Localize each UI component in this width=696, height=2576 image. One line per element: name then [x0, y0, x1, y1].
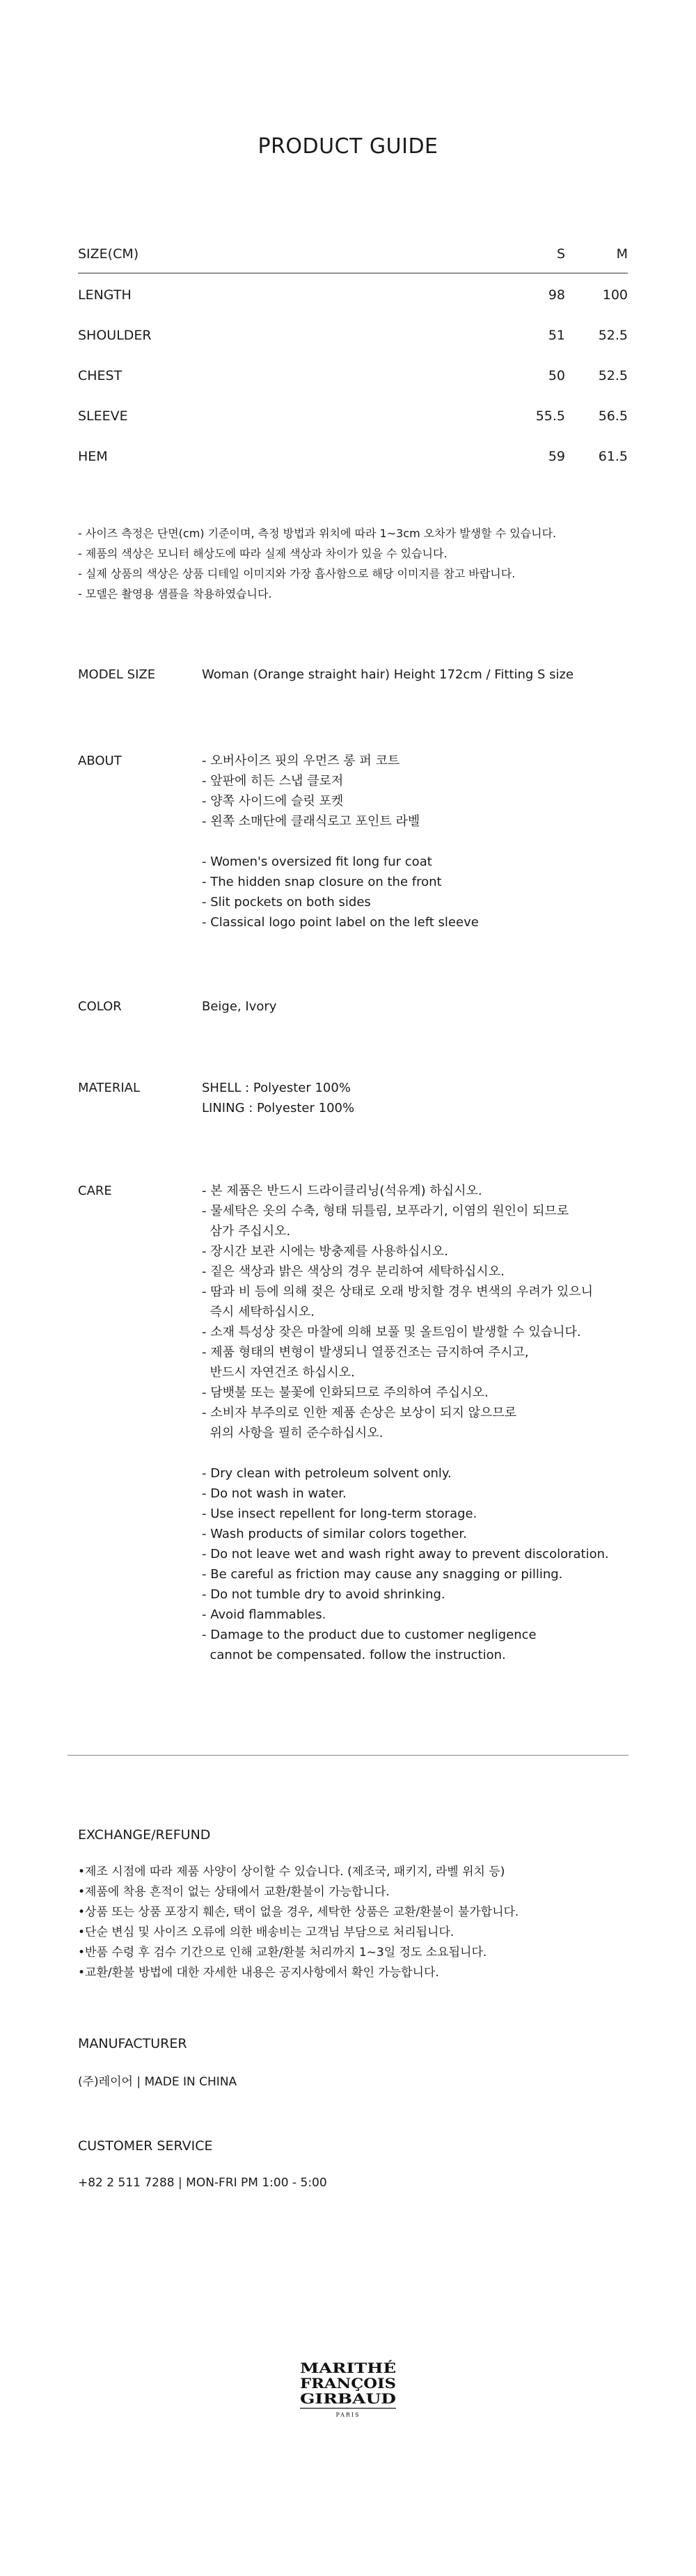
size-table [78, 242, 628, 475]
material-body [202, 1078, 696, 1118]
size-row-m: 52.5 [598, 328, 628, 343]
about-line: - 오버사이즈 핏의 우먼즈 롱 퍼 코트 [202, 754, 400, 768]
logo-line-2: FRANÇOIS [300, 2375, 396, 2392]
manufacturer-value-wrap [78, 2072, 649, 2092]
size-row-s: 51 [548, 328, 565, 343]
care-line: - Avoid flammables. [202, 1607, 326, 1622]
manufacturer-value: (주)레이어 | MADE IN CHINA [78, 2075, 237, 2089]
size-row-length [78, 273, 628, 314]
size-header-m: M [616, 246, 628, 262]
exchange-refund-line: •제품에 착용 흔적이 없는 상태에서 교환/환불이 가능합니다. [78, 1885, 390, 1899]
care-line: - 땀과 비 등에 의해 젖은 상태로 오래 방치할 경우 변색의 우려가 있으니 [202, 1285, 594, 1299]
care-line: 위의 사항을 필히 준수하십시오. [202, 1426, 383, 1440]
model-size-body [202, 665, 696, 685]
size-row-label: HEM [78, 449, 108, 464]
color-label: COLOR [78, 999, 122, 1014]
exchange-refund-line: •상품 또는 상품 포장지 훼손, 택이 없을 경우, 세탁한 상품은 교환/환불이 불가합니다. [78, 1905, 519, 1919]
care-line: - Be careful as friction may cause any snagging or pilling. [202, 1567, 563, 1582]
care-line: 반드시 자연건조 하십시오. [202, 1365, 355, 1380]
logo-line-4: PARIS [335, 2412, 361, 2418]
note-line: - 모델은 촬영용 샘플을 착용하였습니다. [78, 587, 272, 601]
section-divider [68, 1755, 628, 1756]
manufacturer-title: MANUFACTURER [78, 2036, 187, 2051]
size-row-hem [78, 435, 628, 475]
size-notes [78, 523, 635, 604]
about-body [202, 751, 696, 932]
model-size-value: Woman (Orange straight hair) Height 172cm / Fitting S size [202, 667, 574, 682]
size-row-s: 59 [548, 449, 565, 464]
size-row-m: 56.5 [598, 408, 628, 424]
size-row-label: SHOULDER [78, 328, 152, 343]
note-line: - 실제 상품의 색상은 상품 디테일 이미지와 가장 흡사함으로 해당 이미지를 참고 바랍니다. [78, 567, 516, 580]
care-line: - Use insect repellent for long-term storage. [202, 1506, 477, 1521]
customer-service-title: CUSTOMER SERVICE [78, 2138, 213, 2154]
note-line: - 제품의 색상은 모니터 해상도에 따라 실제 색상과 차이가 있을 수 있습니다. [78, 547, 448, 560]
care-line: - Do not tumble dry to avoid shrinking. [202, 1587, 445, 1602]
material-line: SHELL : Polyester 100% [202, 1081, 351, 1095]
about-line: - Slit pockets on both sides [202, 895, 371, 909]
size-row-label: LENGTH [78, 287, 132, 303]
size-row-s: 98 [548, 287, 565, 303]
care-line: - 담뱃불 또는 불꽃에 인화되므로 주의하여 주십시오. [202, 1385, 489, 1400]
care-line: - Damage to the product due to customer negligence [202, 1628, 537, 1642]
note-line: - 사이즈 측정은 단면(cm) 기준이며, 측정 방법과 위치에 따라 1~3cm 오차가 발생할 수 있습니다. [78, 527, 557, 540]
care-line: - Wash products of similar colors together. [202, 1527, 467, 1541]
size-header-s: S [556, 246, 565, 262]
exchange-refund-line: •반품 수령 후 검수 기간으로 인해 교환/환불 처리까지 1~3일 정도 소요됩니다. [78, 1946, 487, 1959]
exchange-refund-line: •제조 시점에 따라 제품 사양이 상이할 수 있습니다. (제조국, 패키지, 라벨 위치 등) [78, 1865, 505, 1879]
color-body [202, 996, 696, 1017]
size-row-m: 61.5 [598, 449, 628, 464]
care-line: - 본 제품은 반드시 드라이클리닝(석유계) 하십시오. [202, 1184, 482, 1198]
size-row-s: 50 [548, 368, 565, 383]
material-label: MATERIAL [78, 1081, 140, 1095]
color-value: Beige, Ivory [202, 999, 277, 1014]
care-line: - 소재 특성상 잦은 마찰에 의해 보풀 및 올트임이 발생할 수 있습니다. [202, 1325, 581, 1339]
model-size-label: MODEL SIZE [78, 667, 156, 682]
size-row-m: 100 [602, 287, 628, 303]
exchange-refund-line: •단순 변심 및 사이즈 오류에 의한 배송비는 고객님 부담으로 처리됩니다. [78, 1925, 454, 1939]
care-label: CARE [78, 1184, 112, 1198]
customer-service-value: +82 2 511 7288 | MON-FRI PM 1:00 - 5:00 [78, 2176, 327, 2190]
size-row-label: CHEST [78, 368, 122, 383]
care-line: 삼가 주십시오. [202, 1224, 291, 1239]
care-line: cannot be compensated. follow the instruction. [202, 1648, 506, 1662]
material-line: LINING : Polyester 100% [202, 1101, 355, 1115]
about-line: - Classical logo point label on the left sleeve [202, 915, 479, 930]
care-line: - 짙은 색상과 밝은 색상의 경우 분리하여 세탁하십시오. [202, 1264, 505, 1279]
brand-logo [296, 2358, 400, 2424]
about-line: - 앞판에 히든 스냅 클로저 [202, 774, 344, 788]
about-line: - The hidden snap closure on the front [202, 875, 442, 889]
exchange-refund-title: EXCHANGE/REFUND [78, 1827, 211, 1843]
about-label: ABOUT [78, 754, 122, 768]
care-body [202, 1181, 696, 1665]
care-line: - 소비자 부주의로 인한 제품 손상은 보상이 되지 않으므로 [202, 1406, 517, 1420]
size-row-sleeve [78, 395, 628, 435]
page-title: PRODUCT GUIDE [258, 134, 438, 159]
care-line: - 물세탁은 옷의 수축, 형태 뒤틀림, 보푸라기, 이염의 원인이 되므로 [202, 1204, 569, 1218]
care-line: - 장시간 보관 시에는 방충제를 사용하십시오. [202, 1244, 448, 1259]
size-header-label: SIZE(CM) [78, 246, 139, 262]
size-row-shoulder [78, 314, 628, 354]
size-row-chest [78, 354, 628, 395]
size-row-m: 52.5 [598, 368, 628, 383]
care-line: 즉시 세탁하십시오. [202, 1305, 315, 1319]
about-line: - Women's oversized fit long fur coat [202, 854, 432, 869]
customer-service-value-wrap [78, 2173, 649, 2193]
care-line: - 제품 형태의 변형이 발생되니 열풍건조는 금지하여 주시고, [202, 1345, 529, 1360]
care-line: - Do not wash in water. [202, 1486, 347, 1501]
logo-line-3: GIRBAUD [300, 2390, 396, 2407]
size-row-s: 55.5 [535, 408, 565, 424]
about-line: - 양쪽 사이드에 슬릿 포켓 [202, 794, 344, 809]
exchange-refund-list [78, 1862, 649, 1983]
care-line: - Dry clean with petroleum solvent only. [202, 1466, 452, 1481]
care-line: - Do not leave wet and wash right away to prevent discoloration. [202, 1547, 609, 1561]
logo-line-1: MARITHÉ [300, 2360, 396, 2376]
size-table-header [78, 242, 628, 273]
exchange-refund-line: •교환/환불 방법에 대한 자세한 내용은 공지사항에서 확인 가능합니다. [78, 1966, 439, 1980]
about-line: - 왼쪽 소매단에 클래식로고 포인트 라벨 [202, 814, 420, 829]
size-row-label: SLEEVE [78, 408, 128, 424]
